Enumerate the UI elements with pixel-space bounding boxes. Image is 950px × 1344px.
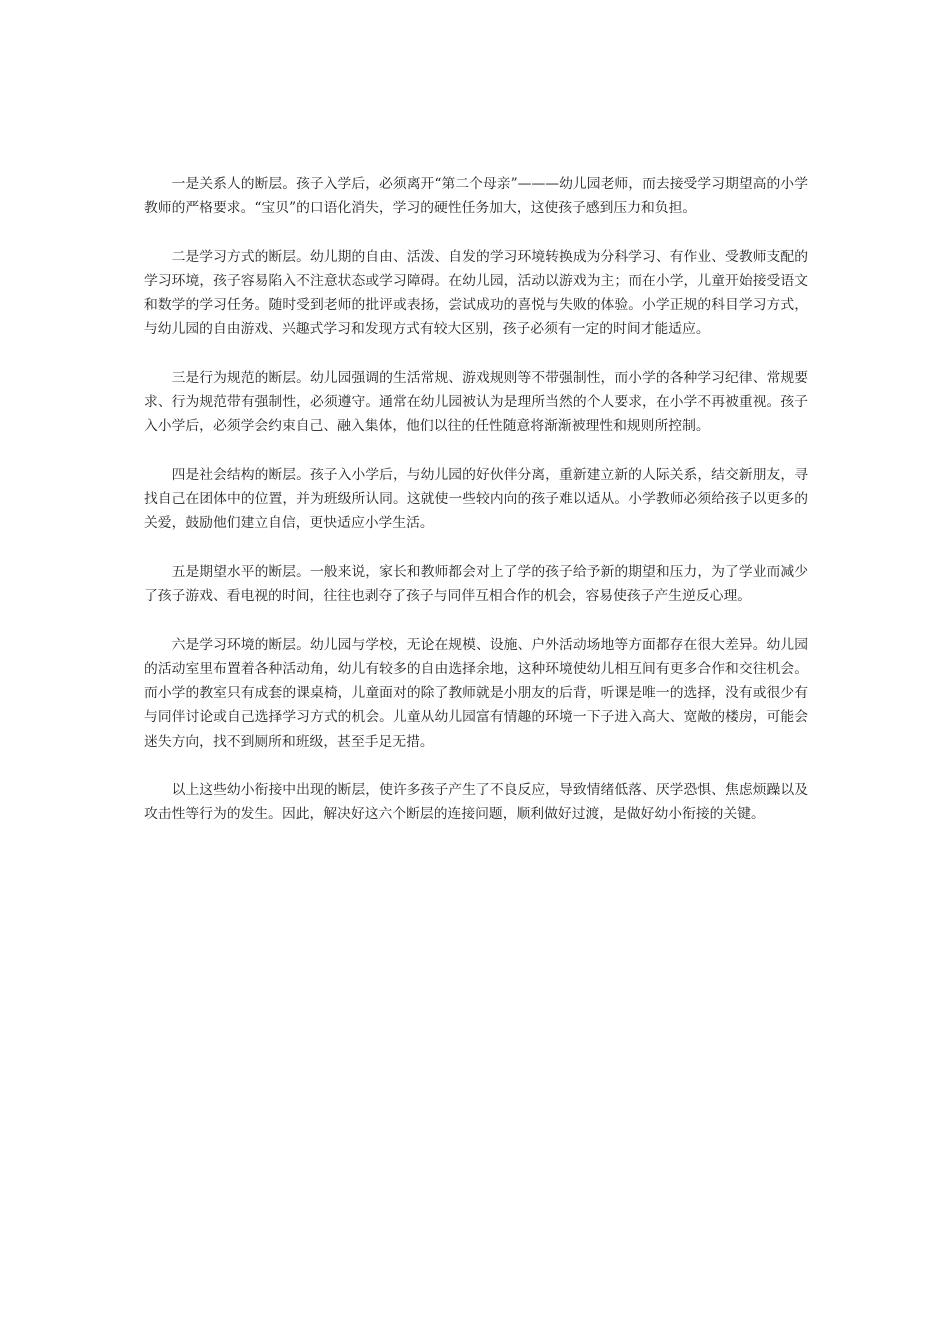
paragraph-social-structure-gap: 四是社会结构的断层。孩子入小学后，与幼儿园的好伙伴分离，重新建立新的人际关系，结交新朋友，寻找自己在团体中的位置，并为班级所认同。这就使一些较内向的孩子难以适从。小学教师必须给孩子以更多的关爱，鼓励他们建立自信，更快适应小学生活。 <box>144 467 808 532</box>
paragraph-learning-environment-gap: 六是学习环境的断层。幼儿园与学校，无论在规模、设施、户外活动场地等方面都存在很大差异。幼儿园的活动室里布置着各种活动角，幼儿有较多的自由选择余地，这种环境使幼儿相互间有更多合作和交往机会。而小学的教室只有成套的课桌椅，儿童面对的除了教师就是小朋友的后背，听课是唯一的选择，没有或很少有与同伴讨论或自己选择学习方式的机会。儿童从幼儿园富有情趣的环境一下子进入高大、宽敞的楼房，可能会迷失方向，找不到厕所和班级，甚至手足无措。 <box>144 636 808 750</box>
paragraph-expectation-gap: 五是期望水平的断层。一般来说，家长和教师都会对上了学的孩子给予新的期望和压力，为了学业而减少了孩子游戏、看电视的时间，往往也剥夺了孩子与同伴互相合作的机会，容易使孩子产生逆反心理。 <box>144 564 808 605</box>
document-body <box>144 172 808 851</box>
paragraph-relationship-gap: 一是关系人的断层。孩子入学后，必须离开“第二个母亲”———幼儿园老师，而去接受学习期望高的小学教师的严格要求。“宝贝”的口语化消失，学习的硬性任务加大，这使孩子感到压力和负担。 <box>144 176 808 217</box>
paragraph-behavior-norms-gap: 三是行为规范的断层。幼儿园强调的生活常规、游戏规则等不带强制性，而小学的各种学习纪律、常规要求、行为规范带有强制性，必须遵守。通常在幼儿园被认为是理所当然的个人要求，在小学不再被重视。孩子入小学后，必须学会约束自己、融入集体，他们以往的任性随意将渐渐被理性和规则所控制。 <box>144 370 808 435</box>
paragraph-conclusion: 以上这些幼小衔接中出现的断层，使许多孩子产生了不良反应，导致情绪低落、厌学恐惧、焦虑烦躁以及攻击性等行为的发生。因此，解决好这六个断层的连接问题，顺利做好过渡，是做好幼小衔接的关键。 <box>144 782 808 823</box>
paragraph-learning-style-gap: 二是学习方式的断层。幼儿期的自由、活泼、自发的学习环境转换成为分科学习、有作业、受教师支配的学习环境，孩子容易陷入不注意状态或学习障碍。在幼儿园，活动以游戏为主；而在小学，儿童开始接受语文和数学的学习任务。随时受到老师的批评或表扬，尝试成功的喜悦与失败的体验。小学正规的科目学习方式，与幼儿园的自由游戏、兴趣式学习和发现方式有较大区别，孩子必须有一定的时间才能适应。 <box>144 248 808 338</box>
